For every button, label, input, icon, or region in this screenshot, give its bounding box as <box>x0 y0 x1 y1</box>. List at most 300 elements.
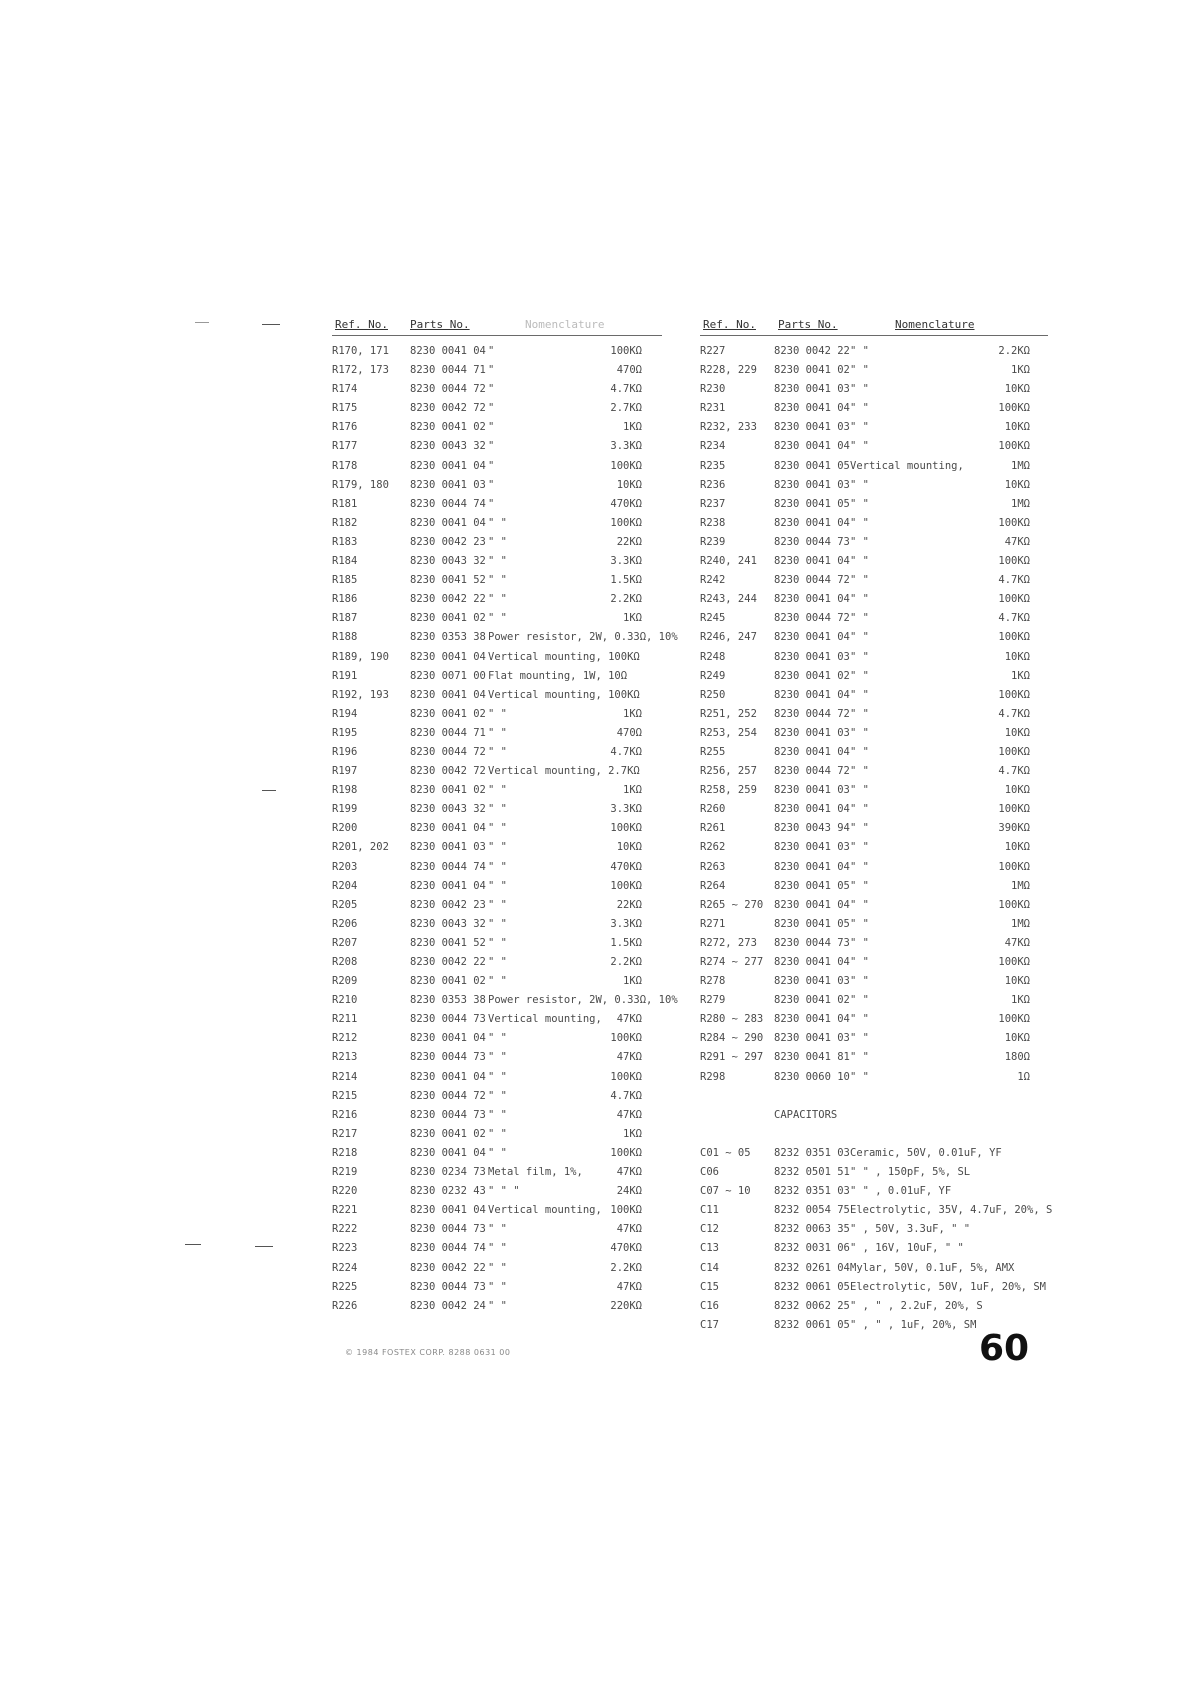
nomenclature-cell: " " <box>488 1032 507 1045</box>
nomenclature-cell: " <box>488 345 495 357</box>
table-row <box>332 861 672 880</box>
ref-no-cell: R211 <box>332 1013 358 1026</box>
right-parts-table <box>700 345 1060 1338</box>
value-cell: 100KΩ <box>610 1032 642 1045</box>
ref-no-cell: R187 <box>332 612 358 625</box>
part-no-cell: 8230 0041 04 <box>774 688 850 701</box>
part-no-cell: 8230 0041 04 <box>410 1146 486 1159</box>
part-no-cell: 8230 0041 04 <box>774 516 850 529</box>
nomenclature-cell: " " <box>488 593 507 606</box>
part-no-cell: 8230 0041 04 <box>774 440 850 453</box>
ref-no-cell: R191 <box>332 669 358 682</box>
ref-no-cell: R243, 244 <box>700 593 757 606</box>
table-row <box>332 727 672 746</box>
table-row <box>332 440 672 459</box>
nomenclature-cell: " " <box>850 650 869 663</box>
value-cell: 470KΩ <box>610 1242 642 1255</box>
ref-no-cell: R212 <box>332 1032 358 1045</box>
value-cell: 1KΩ <box>623 1127 642 1140</box>
ref-no-cell: R231 <box>700 402 726 415</box>
table-row <box>700 1071 1060 1090</box>
part-no-cell: 8230 0041 81 <box>774 1051 850 1064</box>
value-cell: 100KΩ <box>998 688 1030 701</box>
part-no-cell: 8230 0041 52 <box>410 936 486 949</box>
ref-no-cell: R214 <box>332 1070 358 1083</box>
ref-no-cell: R170, 171 <box>332 345 389 357</box>
value-cell: 47KΩ <box>616 1166 642 1179</box>
nomenclature-cell: " " <box>850 383 869 396</box>
nomenclature-cell: " <box>488 421 495 434</box>
table-row <box>332 460 672 479</box>
ref-no-cell: R291 ~ 297 <box>700 1051 764 1064</box>
nomenclature-cell: Flat mounting, 1W, 10Ω <box>488 669 628 682</box>
ref-no-cell: R178 <box>332 459 358 472</box>
table-row <box>332 1109 672 1128</box>
table-row <box>700 899 1060 918</box>
table-row <box>332 498 672 517</box>
table-row <box>332 899 672 918</box>
value-cell: 100KΩ <box>998 402 1030 415</box>
nomenclature-cell: " " <box>850 516 869 529</box>
part-no-cell: 8230 0041 04 <box>410 516 486 529</box>
value-cell: 4.7KΩ <box>998 765 1030 778</box>
part-no-cell: 8230 0041 03 <box>774 784 850 797</box>
ref-no-cell: R222 <box>332 1223 358 1236</box>
ref-no-cell: R172, 173 <box>332 364 389 377</box>
ref-no-cell: R179, 180 <box>332 478 389 491</box>
value-cell: 2.2KΩ <box>610 593 642 606</box>
ref-no-cell: R280 ~ 283 <box>700 1013 764 1026</box>
nomenclature-cell: " " <box>488 1146 507 1159</box>
part-no-cell: 8230 0041 04 <box>410 688 486 701</box>
part-no-cell: 8232 0061 05 <box>774 1280 850 1293</box>
table-row <box>700 364 1060 383</box>
nomenclature-cell: " " <box>850 726 869 739</box>
ref-no-cell: R213 <box>332 1051 358 1064</box>
value-cell: 10KΩ <box>1004 383 1030 396</box>
nomenclature-cell: " <box>488 383 495 396</box>
value-cell: 10KΩ <box>1004 726 1030 739</box>
ref-no-cell: R176 <box>332 421 358 434</box>
value-cell: 100KΩ <box>998 956 1030 968</box>
nomenclature-cell: " " <box>850 574 869 587</box>
part-no-cell: 8230 0041 03 <box>774 1032 850 1045</box>
ref-no-cell: R255 <box>700 745 726 758</box>
ref-no-cell: R199 <box>332 803 358 816</box>
nomenclature-cell: " " <box>850 345 869 357</box>
table-row <box>700 1128 1060 1147</box>
ref-no-cell: R250 <box>700 688 726 701</box>
ref-no-cell: R260 <box>700 803 726 816</box>
nomenclature-cell: " " <box>850 612 869 625</box>
ref-no-cell: C13 <box>700 1242 719 1255</box>
part-no-cell: 8232 0031 06 <box>774 1242 850 1255</box>
nomenclature-cell: " " <box>850 688 869 701</box>
nomenclature-cell: " " <box>488 707 507 720</box>
ref-no-cell: R246, 247 <box>700 631 757 644</box>
ref-no-cell: R271 <box>700 917 726 930</box>
table-row <box>700 861 1060 880</box>
scan-mark <box>185 1244 201 1245</box>
table-row <box>332 364 672 383</box>
ref-no-cell: R200 <box>332 822 358 835</box>
part-no-cell: 8230 0041 02 <box>410 707 486 720</box>
value-cell: 10KΩ <box>616 841 642 854</box>
value-cell: 1.5KΩ <box>610 936 642 949</box>
table-row <box>700 1051 1060 1070</box>
table-row <box>332 1262 672 1281</box>
ref-no-cell: R210 <box>332 994 358 1007</box>
nomenclature-cell: " " <box>488 784 507 797</box>
table-row <box>332 746 672 765</box>
table-row <box>332 784 672 803</box>
ref-no-cell: R203 <box>332 860 358 873</box>
table-row <box>332 345 672 364</box>
part-no-cell: 8230 0044 73 <box>410 1108 486 1121</box>
table-row <box>700 841 1060 860</box>
nomenclature-cell: " " <box>488 1089 507 1102</box>
nomenclature-cell: " " <box>850 364 869 377</box>
value-cell: 47KΩ <box>616 1223 642 1236</box>
ref-no-cell: R227 <box>700 345 726 357</box>
value-cell: 10KΩ <box>1004 421 1030 434</box>
part-no-cell: 8230 0232 43 <box>410 1185 486 1198</box>
part-no-cell: 8230 0041 03 <box>410 841 486 854</box>
table-row <box>700 1032 1060 1051</box>
part-no-cell: 8230 0071 00 <box>410 669 486 682</box>
nomenclature-cell: " " <box>850 822 869 835</box>
part-no-cell: 8230 0044 72 <box>774 612 850 625</box>
part-no-cell: 8230 0042 23 <box>410 535 486 548</box>
nomenclature-cell: " " <box>850 593 869 606</box>
nomenclature-cell: " " <box>488 745 507 758</box>
part-no-cell: 8230 0041 03 <box>774 421 850 434</box>
value-cell: 100KΩ <box>998 1013 1030 1026</box>
part-no-cell: 8230 0041 02 <box>774 669 850 682</box>
ref-no-cell: R186 <box>332 593 358 606</box>
part-no-cell: 8230 0041 03 <box>774 478 850 491</box>
value-cell: 1MΩ <box>1011 497 1030 510</box>
ref-no-cell: R236 <box>700 478 726 491</box>
value-cell: 100KΩ <box>998 803 1030 816</box>
part-no-cell: 8232 0061 05 <box>774 1318 850 1331</box>
part-no-cell: 8230 0042 22 <box>410 1261 486 1274</box>
ref-no-cell: C15 <box>700 1280 719 1293</box>
value-cell: 1KΩ <box>1011 994 1030 1007</box>
value-cell: 1KΩ <box>623 421 642 434</box>
nomenclature-cell: " " <box>850 956 869 968</box>
part-no-cell: 8230 0042 22 <box>774 345 850 357</box>
nomenclature-cell: " " <box>488 841 507 854</box>
value-cell: 10KΩ <box>1004 784 1030 797</box>
part-no-cell: 8230 0041 02 <box>410 784 486 797</box>
nomenclature-cell: " " <box>850 898 869 911</box>
table-row <box>700 498 1060 517</box>
table-row <box>332 402 672 421</box>
part-no-cell: 8230 0041 04 <box>410 345 486 357</box>
scan-mark <box>255 1246 273 1247</box>
table-row <box>332 612 672 631</box>
ref-no-cell: R197 <box>332 765 358 778</box>
value-cell: 1KΩ <box>1011 669 1030 682</box>
table-row <box>332 880 672 899</box>
ref-no-cell: R209 <box>332 975 358 988</box>
nomenclature-cell: Vertical mounting, <box>850 459 964 472</box>
ref-no-cell: R205 <box>332 898 358 911</box>
value-cell: 470Ω <box>616 364 642 377</box>
part-no-cell: 8230 0042 22 <box>410 593 486 606</box>
value-cell: 10KΩ <box>1004 650 1030 663</box>
left-header-parts: Parts No. <box>410 318 470 331</box>
part-no-cell: 8230 0041 04 <box>410 1204 486 1217</box>
table-row <box>332 937 672 956</box>
value-cell: 100KΩ <box>610 822 642 835</box>
nomenclature-cell: " , " , 1uF, 20%, SM <box>850 1318 977 1331</box>
nomenclature-cell: Electrolytic, 50V, 1uF, 20%, SM <box>850 1280 1046 1293</box>
table-row <box>700 421 1060 440</box>
value-cell: 4.7KΩ <box>610 1089 642 1102</box>
table-row <box>332 1300 672 1319</box>
value-cell: 3.3KΩ <box>610 440 642 453</box>
part-no-cell: 8230 0041 04 <box>410 459 486 472</box>
table-row <box>700 651 1060 670</box>
table-row <box>700 937 1060 956</box>
ref-no-cell: R184 <box>332 555 358 568</box>
table-row <box>700 440 1060 459</box>
ref-no-cell: R249 <box>700 669 726 682</box>
nomenclature-cell: " " <box>850 707 869 720</box>
nomenclature-cell: " " <box>488 1127 507 1140</box>
nomenclature-cell: " <box>488 459 495 472</box>
ref-no-cell: R298 <box>700 1070 726 1083</box>
part-no-cell: 8230 0041 03 <box>410 478 486 491</box>
value-cell: 3.3KΩ <box>610 917 642 930</box>
part-no-cell: 8230 0041 03 <box>774 383 850 396</box>
value-cell: 2.2KΩ <box>998 345 1030 357</box>
part-no-cell: 8230 0044 74 <box>410 1242 486 1255</box>
value-cell: 100KΩ <box>610 345 642 357</box>
table-row <box>332 1032 672 1051</box>
table-row <box>700 1166 1060 1185</box>
table-row <box>700 402 1060 421</box>
nomenclature-cell: " " <box>850 841 869 854</box>
ref-no-cell: C14 <box>700 1261 719 1274</box>
left-header-ref: Ref. No. <box>335 318 388 331</box>
ref-no-cell: R221 <box>332 1204 358 1217</box>
table-row <box>700 1281 1060 1300</box>
value-cell: 47KΩ <box>1004 936 1030 949</box>
ref-no-cell: R284 ~ 290 <box>700 1032 764 1045</box>
part-no-cell: 8230 0044 74 <box>410 860 486 873</box>
nomenclature-cell: " " <box>488 1261 507 1274</box>
nomenclature-cell: " " <box>488 1070 507 1083</box>
table-row <box>332 1281 672 1300</box>
ref-no-cell: R215 <box>332 1089 358 1102</box>
value-cell: 1Ω <box>1017 1070 1030 1083</box>
nomenclature-cell: " " <box>488 822 507 835</box>
nomenclature-cell: " " <box>488 1223 507 1236</box>
part-no-cell: 8230 0041 02 <box>774 364 850 377</box>
value-cell: 1.5KΩ <box>610 574 642 587</box>
part-no-cell: 8230 0042 23 <box>410 898 486 911</box>
nomenclature-cell: " " <box>850 936 869 949</box>
part-no-cell: 8230 0041 02 <box>410 612 486 625</box>
ref-no-cell: R272, 273 <box>700 936 757 949</box>
nomenclature-cell: " <box>488 478 495 491</box>
table-row <box>700 765 1060 784</box>
ref-no-cell: R195 <box>332 726 358 739</box>
table-row <box>332 555 672 574</box>
ref-no-cell: R223 <box>332 1242 358 1255</box>
table-row <box>332 574 672 593</box>
part-no-cell: 8230 0042 24 <box>410 1299 486 1312</box>
ref-no-cell: C01 ~ 05 <box>700 1146 751 1159</box>
part-no-cell: 8230 0060 10 <box>774 1070 850 1083</box>
part-no-cell: 8230 0041 04 <box>410 650 486 663</box>
nomenclature-cell: " <box>488 440 495 453</box>
part-no-cell: 8232 0261 04 <box>774 1261 850 1274</box>
scan-mark <box>195 322 209 323</box>
nomenclature-cell: Vertical mounting, 100KΩ <box>488 650 640 663</box>
table-row <box>332 689 672 708</box>
ref-no-cell: R253, 254 <box>700 726 757 739</box>
ref-no-cell: R251, 252 <box>700 707 757 720</box>
ref-no-cell: R279 <box>700 994 726 1007</box>
nomenclature-cell: " " , 0.01uF, YF <box>850 1185 952 1198</box>
nomenclature-cell: Vertical mounting, 2.7KΩ <box>488 765 640 778</box>
nomenclature-cell: " " <box>488 917 507 930</box>
part-no-cell: 8230 0041 04 <box>774 898 850 911</box>
part-no-cell: 8230 0041 03 <box>774 841 850 854</box>
part-no-cell: 8230 0044 73 <box>410 1051 486 1064</box>
ref-no-cell: R274 ~ 277 <box>700 956 764 968</box>
part-no-cell: 8230 0041 05 <box>774 917 850 930</box>
table-row <box>700 1090 1060 1109</box>
nomenclature-cell: Ceramic, 50V, 0.01uF, YF <box>850 1146 1002 1159</box>
value-cell: 3.3KΩ <box>610 555 642 568</box>
part-no-cell: 8230 0041 04 <box>410 822 486 835</box>
copyright-footer: © 1984 FOSTEX CORP. 8288 0631 00 <box>345 1348 511 1357</box>
nomenclature-cell: Power resistor, 2W, 0.33Ω, 10% <box>488 631 678 644</box>
table-row <box>700 746 1060 765</box>
part-no-cell: 8230 0043 32 <box>410 440 486 453</box>
value-cell: 390KΩ <box>998 822 1030 835</box>
left-header-nomenclature: Nomenclature <box>525 318 605 331</box>
table-row <box>332 918 672 937</box>
nomenclature-cell: " " <box>488 1280 507 1293</box>
value-cell: 100KΩ <box>998 593 1030 606</box>
ref-no-cell: R226 <box>332 1299 358 1312</box>
nomenclature-cell: " " <box>488 612 507 625</box>
part-no-cell: 8230 0043 94 <box>774 822 850 835</box>
table-row <box>700 631 1060 650</box>
table-row <box>700 383 1060 402</box>
nomenclature-cell: " " <box>850 994 869 1007</box>
table-row <box>700 975 1060 994</box>
part-no-cell: 8230 0041 52 <box>410 574 486 587</box>
ref-no-cell: R258, 259 <box>700 784 757 797</box>
part-no-cell: 8230 0041 02 <box>410 1127 486 1140</box>
part-no-cell: 8230 0043 32 <box>410 917 486 930</box>
nomenclature-cell: " " <box>850 669 869 682</box>
nomenclature-cell: " " <box>850 497 869 510</box>
ref-no-cell: R264 <box>700 879 726 892</box>
table-row <box>332 1051 672 1070</box>
value-cell: 1KΩ <box>623 975 642 988</box>
nomenclature-cell: " " <box>488 726 507 739</box>
ref-no-cell: R263 <box>700 860 726 873</box>
nomenclature-cell: " " <box>850 535 869 548</box>
value-cell: 470KΩ <box>610 860 642 873</box>
table-row <box>332 1242 672 1261</box>
scan-mark <box>262 790 276 791</box>
ref-no-cell: R194 <box>332 707 358 720</box>
table-row <box>700 880 1060 899</box>
table-row <box>332 841 672 860</box>
value-cell: 1KΩ <box>623 612 642 625</box>
nomenclature-cell: Vertical mounting, <box>488 1204 602 1217</box>
part-no-cell: 8230 0041 04 <box>410 1032 486 1045</box>
nomenclature-cell: " , 50V, 3.3uF, " " <box>850 1223 971 1236</box>
value-cell: 22KΩ <box>616 535 642 548</box>
value-cell: 4.7KΩ <box>998 707 1030 720</box>
nomenclature-cell: Electrolytic, 35V, 4.7uF, 20%, S <box>850 1204 1053 1217</box>
value-cell: 10KΩ <box>616 478 642 491</box>
nomenclature-cell: " " <box>850 1051 869 1064</box>
value-cell: 1KΩ <box>623 707 642 720</box>
nomenclature-cell: " <box>488 497 495 510</box>
table-row <box>700 574 1060 593</box>
value-cell: 180Ω <box>1004 1051 1030 1064</box>
table-row <box>332 956 672 975</box>
ref-no-cell: R224 <box>332 1261 358 1274</box>
value-cell: 100KΩ <box>998 745 1030 758</box>
value-cell: 1MΩ <box>1011 879 1030 892</box>
ref-no-cell: R189, 190 <box>332 650 389 663</box>
part-no-cell: 8232 0351 03 <box>774 1146 850 1159</box>
right-header-ref: Ref. No. <box>703 318 756 331</box>
part-no-cell: 8230 0041 04 <box>774 402 850 415</box>
left-parts-table <box>332 345 678 1319</box>
part-no-cell: 8230 0041 02 <box>410 421 486 434</box>
ref-no-cell: R220 <box>332 1185 358 1198</box>
part-no-cell: 8232 0351 03 <box>774 1185 850 1198</box>
ref-no-cell: R208 <box>332 956 358 968</box>
part-no-cell: 8230 0234 73 <box>410 1166 486 1179</box>
part-no-cell: 8230 0041 04 <box>774 745 850 758</box>
table-row <box>700 918 1060 937</box>
ref-no-cell: C11 <box>700 1204 719 1217</box>
ref-no-cell: C17 <box>700 1318 719 1331</box>
nomenclature-cell: " " <box>850 879 869 892</box>
ref-no-cell: R256, 257 <box>700 765 757 778</box>
part-no-cell: 8230 0041 04 <box>774 555 850 568</box>
nomenclature-cell: " " <box>850 1032 869 1045</box>
part-no-cell: 8230 0041 05 <box>774 497 850 510</box>
nomenclature-cell: Vertical mounting, <box>488 1013 602 1026</box>
part-no-cell: 8230 0044 73 <box>410 1013 486 1026</box>
table-row <box>700 803 1060 822</box>
value-cell: 24KΩ <box>616 1185 642 1198</box>
part-no-cell: 8230 0044 71 <box>410 726 486 739</box>
ref-no-cell: R225 <box>332 1280 358 1293</box>
table-row <box>700 612 1060 631</box>
part-no-cell: 8230 0042 72 <box>410 402 486 415</box>
value-cell: 470KΩ <box>610 497 642 510</box>
table-row <box>332 670 672 689</box>
table-row <box>700 994 1060 1013</box>
scan-mark <box>262 324 280 325</box>
